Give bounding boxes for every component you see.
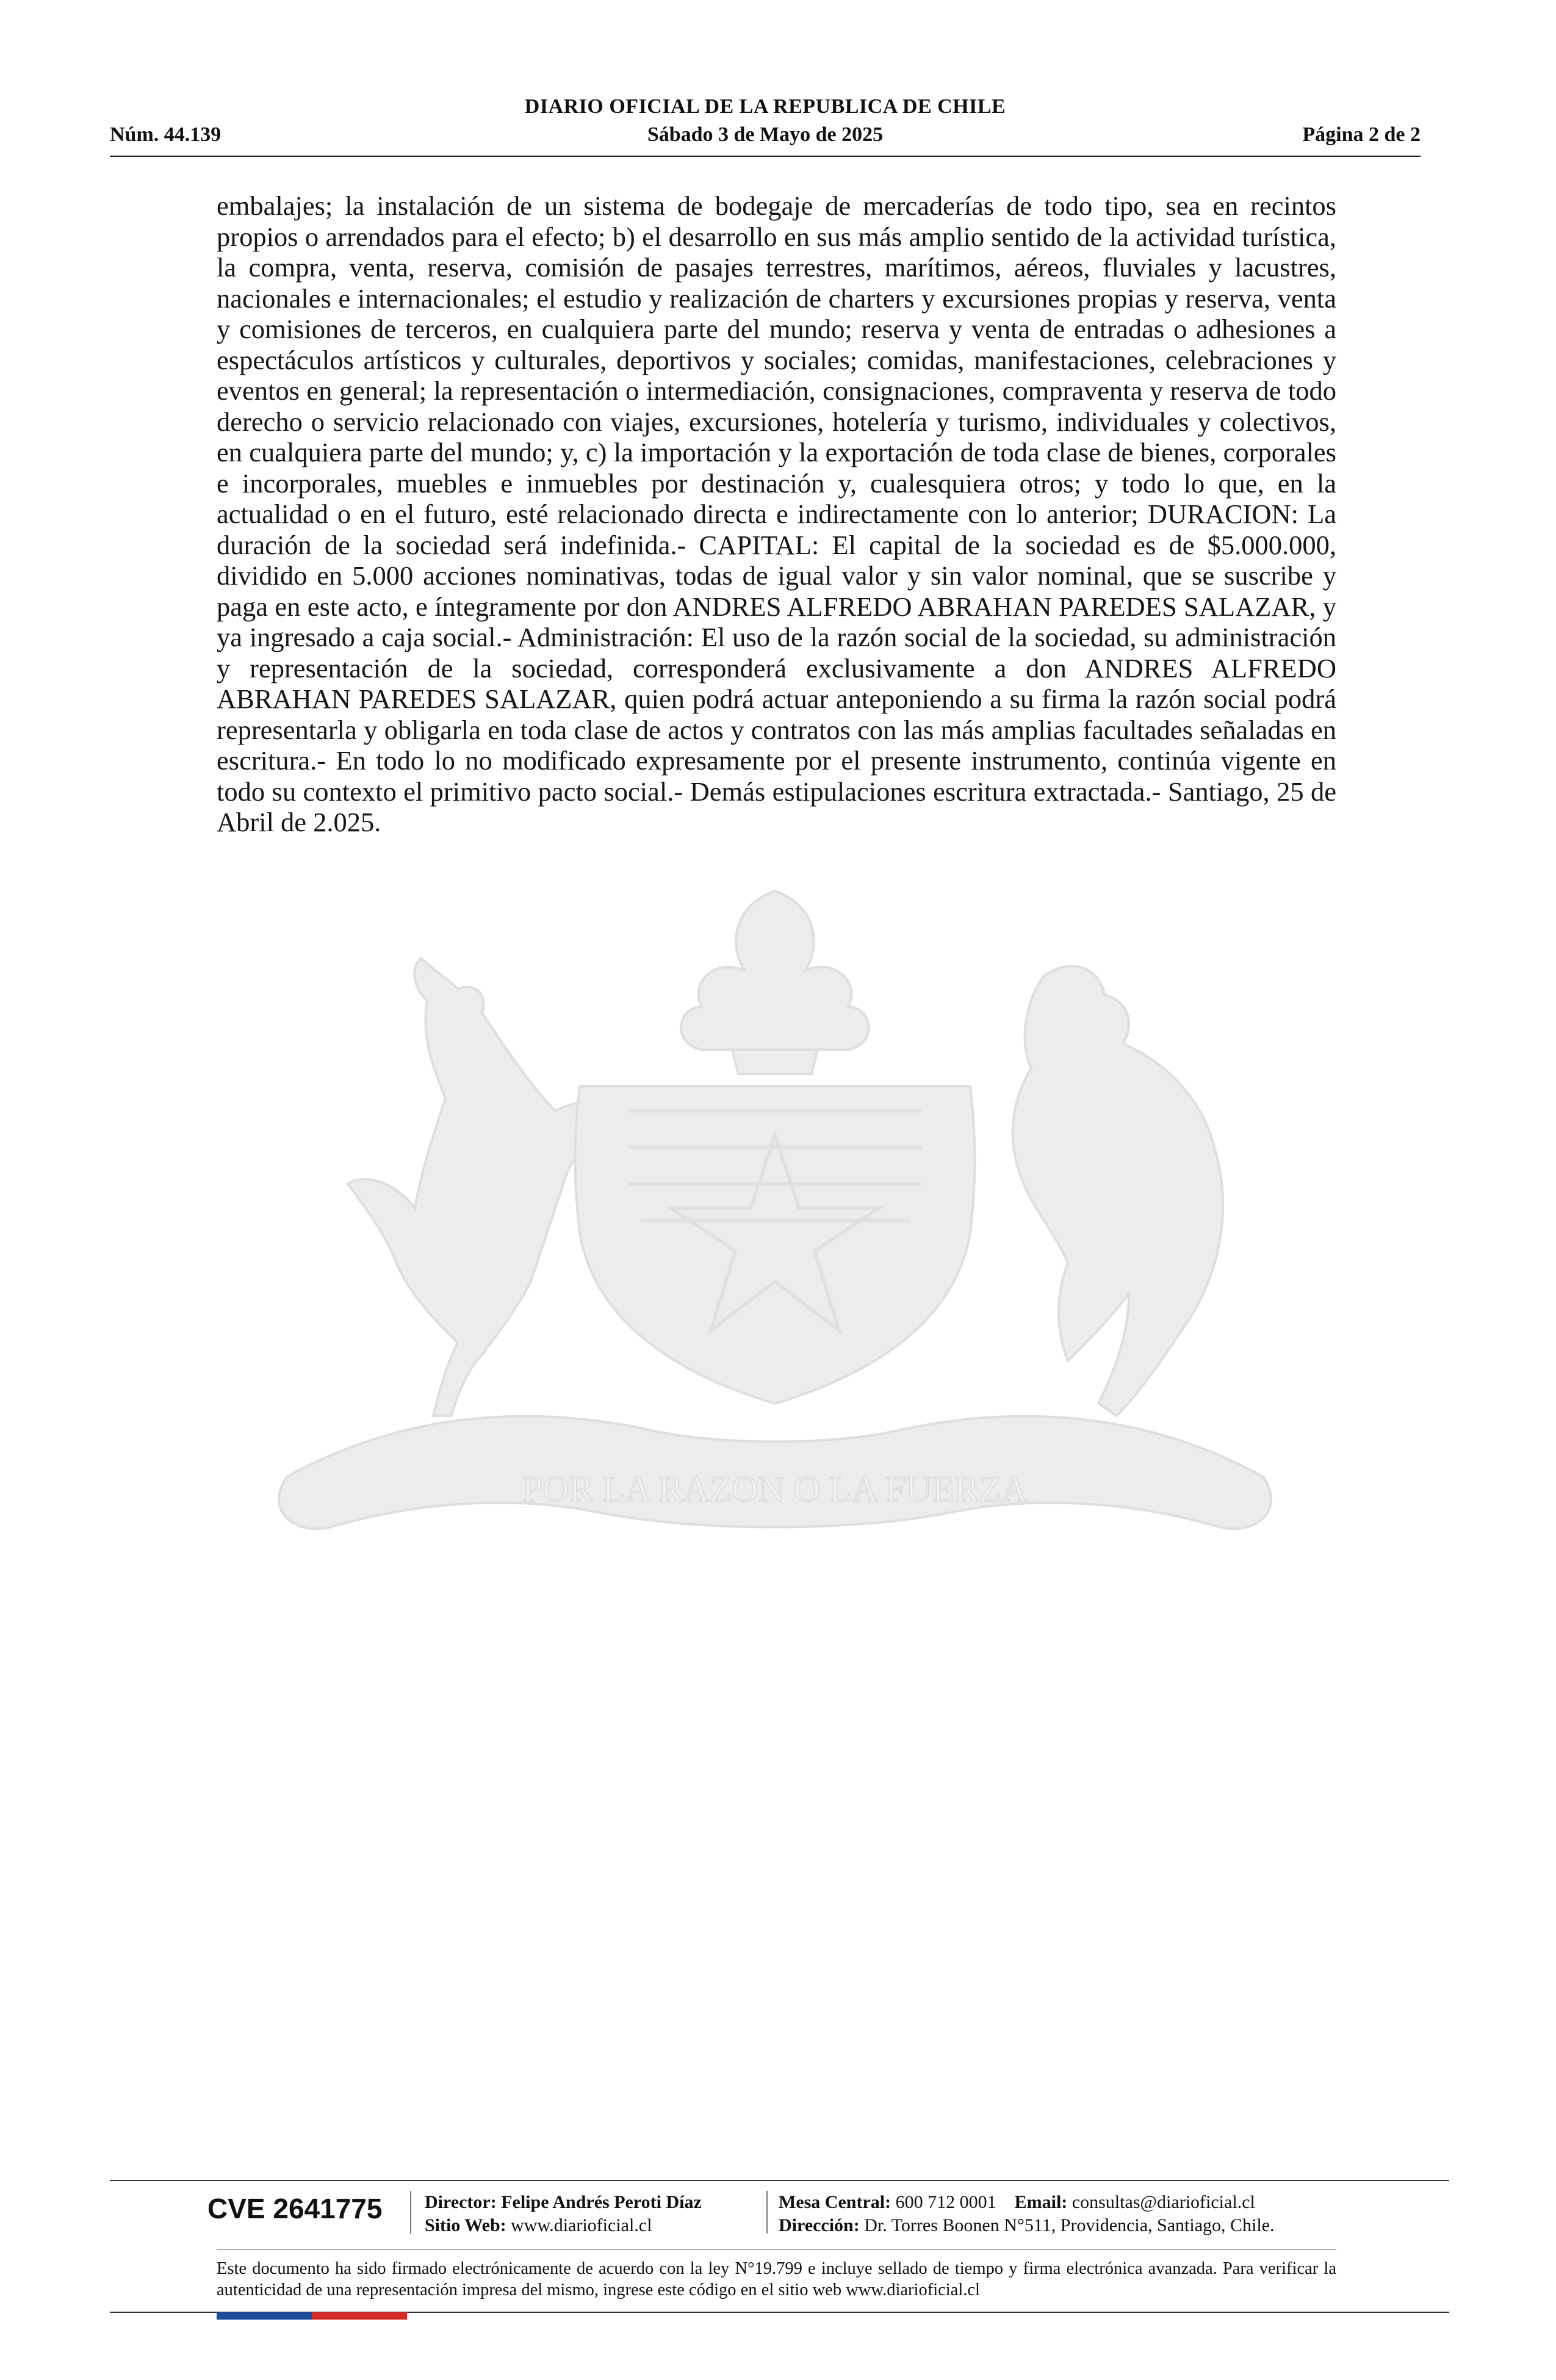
flag-blue-stripe xyxy=(217,2312,312,2320)
header-divider xyxy=(110,156,1421,157)
footer-divider-mid xyxy=(217,2249,1336,2250)
coat-of-arms-watermark xyxy=(214,867,1336,1672)
watermark-motto: POR LA RAZON O LA FUERZA xyxy=(522,1469,1028,1509)
issue-number: Núm. 44.139 xyxy=(110,123,222,146)
document-body: embalajes; la instalación de un sistema de bodegaje de mercaderías de todo tipo, sea en recintos propios o arrendados para el efecto; b) el desarrollo en sus más amplio sentido de la actividad turística, la compra, venta, reserva, comisión de pasajes terrestres, marítimos, aéreos, fluviales y lacustres, nacionales e internacionales; el estudio y realización de charters y excursiones propias y reserva, venta y comisiones de terceros, en cualquiera parte del mundo; reserva y venta de entradas o adhesiones a espectáculos artísticos y culturales, deportivos y sociales; comidas, manifestaciones, celebraciones y eventos en general; la representación o intermediación, consignaciones, compraventa y reserva de todo derecho o servicio relacionado con viajes, excursiones, hotelería y turismo, individuales y colectivos, en cualquiera parte del mundo; y, c) la importación y la exportación de toda clase de bienes, corporales e incorporales, muebles e inmuebles por destinación y, cualesquiera otros; y todo lo que, en la actualidad o en el futuro, esté relacionado directa e indirectamente con lo anterior; DURACION: La duración de la sociedad será indefinida.- CAPITAL: El capital de la sociedad es de $5.000.000, dividido en 5.000 acciones nominativas, todas de igual valor y sin valor nominal, que se suscribe y paga en este acto, e íntegramente por don ANDRES ALFREDO ABRAHAN PAREDES SALAZAR, y ya ingresado a caja social.- Administración: El uso de la razón social de la sociedad, su administración y representación de la sociedad, corresponderá exclusivamente a don ANDRES ALFREDO ABRAHAN PAREDES SALAZAR, quien podrá actuar anteponiendo a su firma la razón social podrá representarla y obligarla en toda clase de actos y contratos con las más amplias facultades señaladas en escritura.- En todo lo no modificado expresamente por el presente instrumento, continúa vigente en todo su contexto el primitivo pacto social.- Demás estipulaciones escritura extractada.- Santiago, 25 de Abril de 2.025. xyxy=(217,190,1336,837)
footer-divider-top xyxy=(110,2180,1449,2181)
footer-separator xyxy=(410,2191,411,2234)
director-label: Director: xyxy=(425,2192,497,2212)
website-link[interactable]: www.diarioficial.cl xyxy=(511,2215,652,2235)
cve-code: CVE 2641775 xyxy=(207,2193,383,2224)
issue-date: Sábado 3 de Mayo de 2025 xyxy=(647,123,884,146)
phone-label: Mesa Central: xyxy=(779,2192,891,2212)
email-link[interactable]: consultas@diarioficial.cl xyxy=(1072,2192,1255,2212)
address-label: Dirección: xyxy=(779,2215,860,2235)
legal-notice: Este documento ha sido firmado electrónicamente de acuerdo con la ley N°19.799 e incluye sellado de tiempo y firma electrónica avanzada. Para verificar la autenticidad de una representación impresa del mismo, ingrese este código en el sitio web www.diarioficial.cl xyxy=(217,2259,1336,2299)
footer-director-block xyxy=(425,2191,702,2237)
email-label: Email: xyxy=(1014,2192,1068,2212)
gazette-title: DIARIO OFICIAL DE LA REPUBLICA DE CHILE xyxy=(524,95,1006,118)
page-header xyxy=(110,92,1421,159)
flag-red-stripe xyxy=(312,2312,407,2320)
page-indicator: Página 2 de 2 xyxy=(1302,123,1421,146)
phone-number: 600 712 0001 xyxy=(895,2192,996,2212)
address-text: Dr. Torres Boonen N°511, Providencia, Santiago, Chile. xyxy=(864,2215,1275,2235)
footer-separator xyxy=(766,2191,768,2234)
director-name: Felipe Andrés Peroti Díaz xyxy=(501,2192,702,2212)
website-label: Sitio Web: xyxy=(425,2215,506,2235)
footer-contact-block xyxy=(779,2191,1275,2237)
flag-stripe xyxy=(217,2312,407,2320)
